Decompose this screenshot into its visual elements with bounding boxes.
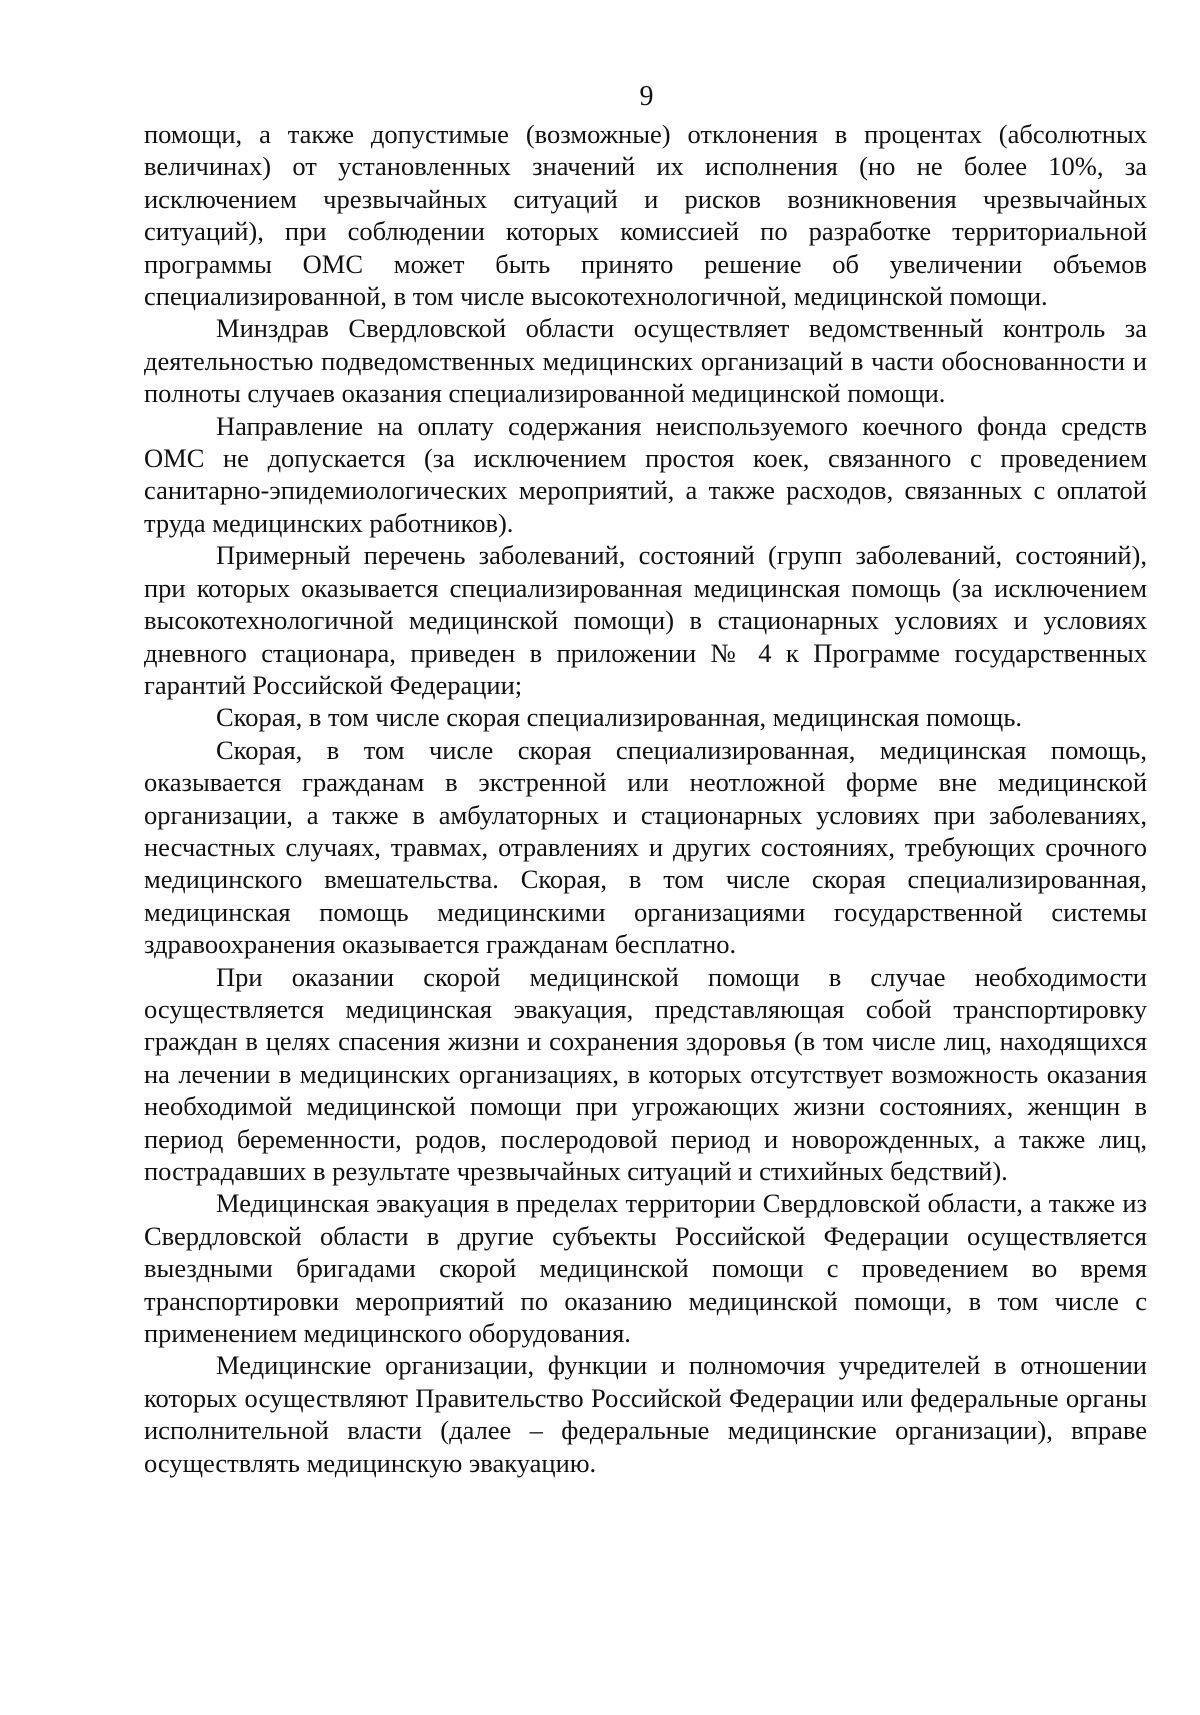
document-body bbox=[144, 118, 1147, 1479]
paragraph-disease-list: Примерный перечень заболеваний, состояний (групп заболеваний, состояний), при которых оказывается специализированная медицинская помощь (за исключением высокотехнологичной медицинской помощи) в стационарных условиях и условиях дневного стационара, приведен в приложении № 4 к Программе государственных гарантий Российской Федерации; bbox=[144, 540, 1147, 700]
paragraph-continuation: помощи, а также допустимые (возможные) отклонения в процентах (абсолютных величинах) от установленных значений их исполнения (но не более 10%, за исключением чрезвычайных ситуаций и рисков возникновения чрезвычайных ситуаций), при соблюдении которых комиссией по разработке территориальной программы ОМС может быть принято решение об увеличении объемов специализированной, в том числе высокотехнологичной, медицинской помощи. bbox=[144, 119, 1147, 312]
paragraph-emergency-care: Скорая, в том числе скорая специализированная, медицинская помощь, оказывается гражданам в экстренной или неотложной форме вне медицинской организации, а также в амбулаторных и стационарных условиях при заболеваниях, несчастных случаях, травмах, отравлениях и других состояниях, требующих срочного медицинского вмешательства. Скорая, в том числе скорая специализированная, медицинская помощь медицинскими организациями государственной системы здравоохранения оказывается гражданам бесплатно. bbox=[144, 734, 1147, 960]
paragraph-ministry-control: Минздрав Свердловской области осуществляет ведомственный контроль за деятельностью подведомственных медицинских организаций в части обоснованности и полноты случаев оказания специализированной медицинской помощи. bbox=[144, 313, 1147, 409]
paragraph-medical-evacuation: При оказании скорой медицинской помощи в случае необходимости осуществляется медицинская эвакуация, представляющая собой транспортировку граждан в целях спасения жизни и сохранения здоровья (в том числе лиц, находящихся на лечении в медицинских организациях, в которых отсутствует возможность оказания необходимой медицинской помощи при угрожающих жизни состояниях, женщин в период беременности, родов, послеродовой период и новорожденных, а также лиц, пострадавших в результате чрезвычайных ситуаций и стихийных бедствий). bbox=[144, 961, 1147, 1186]
paragraph-bed-fund: Направление на оплату содержания неиспользуемого коечного фонда средств ОМС не допускается (за исключением простоя коек, связанного с проведением санитарно-эпидемиологических мероприятий, а также расходов, связанных с оплатой труда медицинских работников). bbox=[144, 410, 1147, 538]
paragraph-emergency-heading: Скорая, в том числе скорая специализированная, медицинская помощь. bbox=[216, 702, 1023, 733]
paragraph-federal-organizations: Медицинские организации, функции и полномочия учредителей в отношении которых осуществляют Правительство Российской Федерации или федеральные органы исполнительной власти (далее – федеральные медицинские организации), вправе осуществлять медицинскую эвакуацию. bbox=[144, 1350, 1147, 1478]
page-number: 9 bbox=[639, 81, 654, 112]
paragraph-evacuation-territory: Медицинская эвакуация в пределах территории Свердловской области, а также из Свердловской области в другие субъекты Российской Федерации осуществляется выездными бригадами скорой медицинской помощи с проведением во время транспортировки мероприятий по оказанию медицинской помощи, в том числе с применением медицинского оборудования. bbox=[144, 1188, 1147, 1349]
